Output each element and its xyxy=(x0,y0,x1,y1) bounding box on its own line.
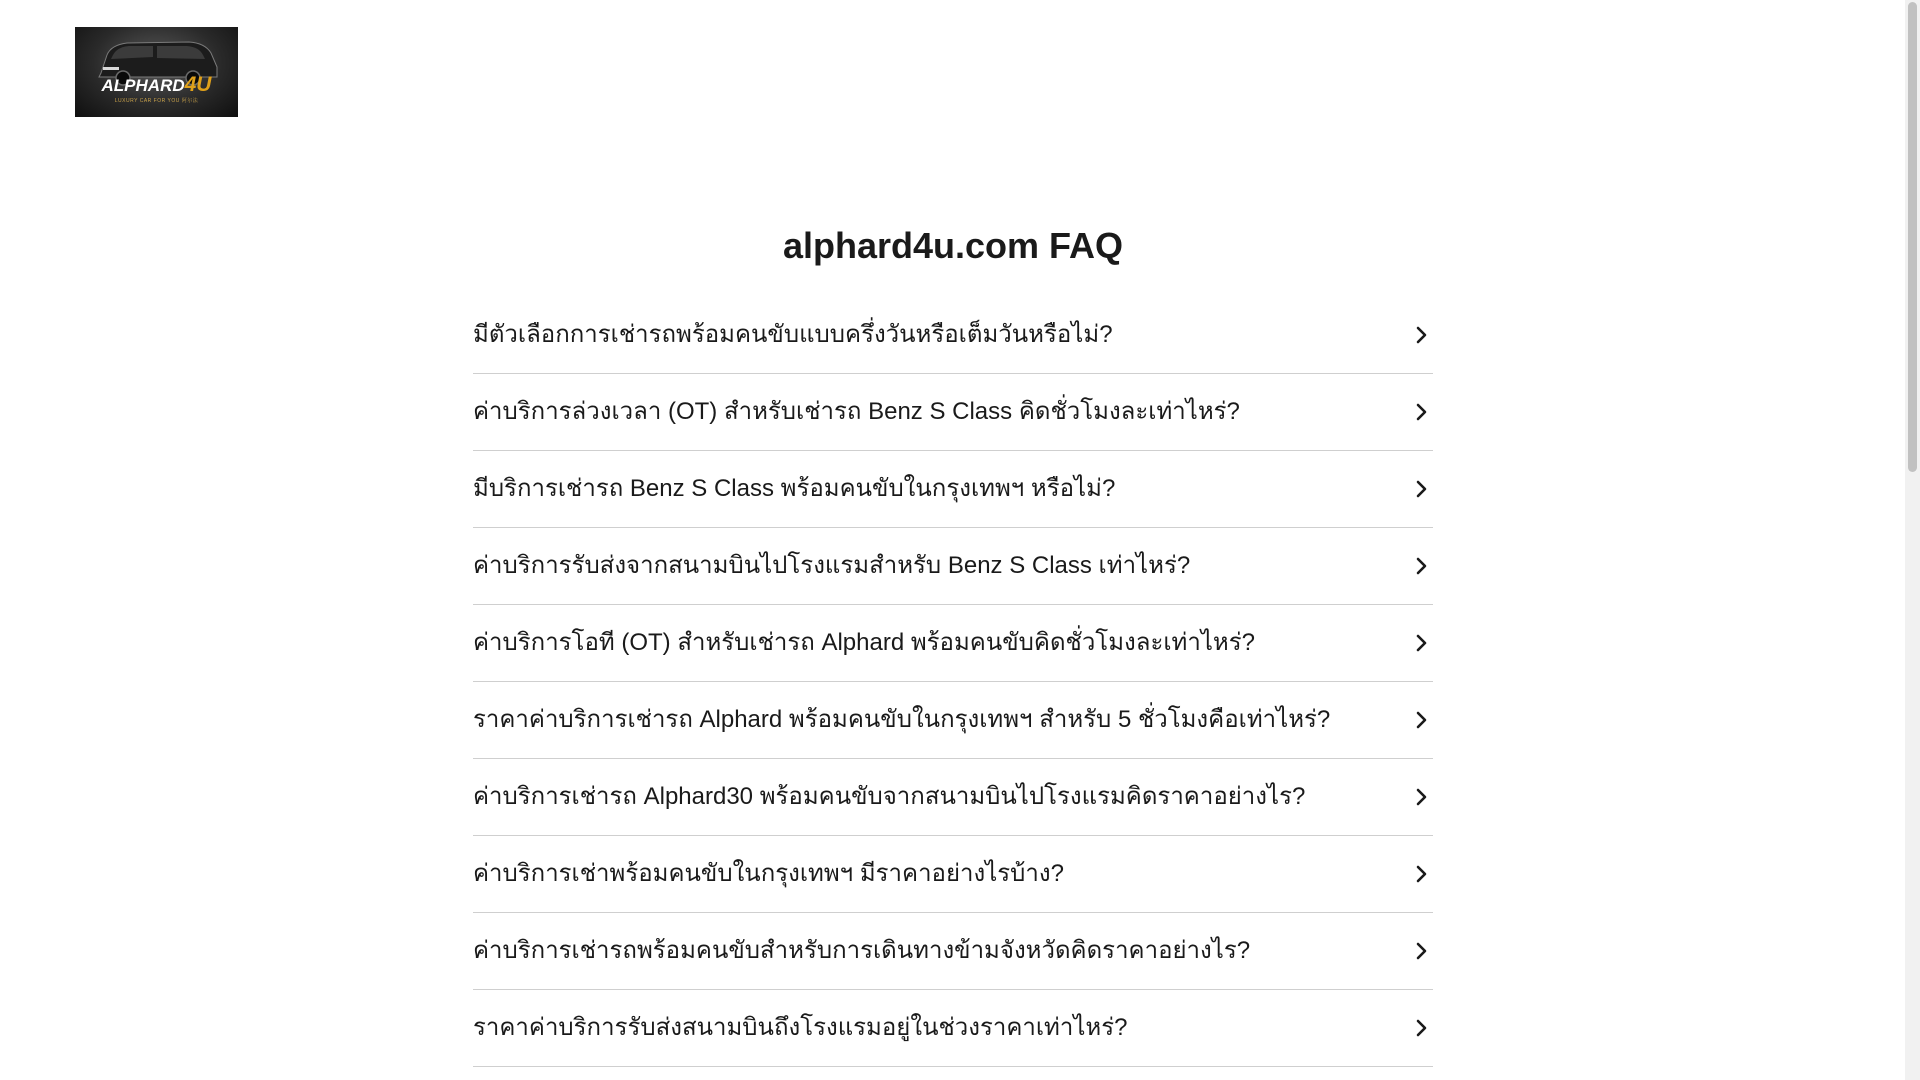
faq-question: มีตัวเลือกการเช่ารถพร้อมคนขับแบบครึ่งวันหรือเต็มวันหรือไม่? xyxy=(473,321,1113,348)
faq-item[interactable] xyxy=(473,990,1433,1067)
chevron-right-icon xyxy=(1409,554,1433,578)
vertical-scrollbar[interactable] xyxy=(1905,0,1920,1080)
faq-question: ค่าบริการเช่าพร้อมคนขับในกรุงเทพฯ มีราคาอย่างไรบ้าง? xyxy=(473,860,1064,887)
chevron-right-icon xyxy=(1409,323,1433,347)
faq-question: ราคาค่าบริการรับส่งสนามบินถึงโรงแรมอยู่ในช่วงราคาเท่าไหร่? xyxy=(473,1014,1128,1041)
faq-item[interactable] xyxy=(473,913,1433,990)
faq-item[interactable] xyxy=(473,836,1433,913)
chevron-right-icon xyxy=(1409,1016,1433,1040)
chevron-right-icon xyxy=(1409,708,1433,732)
faq-question: ราคาค่าบริการเช่ารถ Alphard พร้อมคนขับในกรุงเทพฯ สำหรับ 5 ชั่วโมงคือเท่าไหร่? xyxy=(473,706,1331,733)
faq-section xyxy=(473,218,1433,1067)
site-logo[interactable] xyxy=(75,27,238,117)
faq-item[interactable] xyxy=(473,682,1433,759)
faq-item[interactable] xyxy=(473,451,1433,528)
faq-item[interactable] xyxy=(473,374,1433,451)
faq-question: ค่าบริการเช่ารถ Alphard30 พร้อมคนขับจากสนามบินไปโรงแรมคิดราคาอย่างไร? xyxy=(473,783,1306,810)
chevron-right-icon xyxy=(1409,631,1433,655)
faq-title: alphard4u.com FAQ xyxy=(782,225,1124,266)
chevron-right-icon xyxy=(1409,939,1433,963)
faq-item[interactable] xyxy=(473,759,1433,836)
faq-question: ค่าบริการล่วงเวลา (OT) สำหรับเช่ารถ Benz S Class คิดชั่วโมงละเท่าไหร่? xyxy=(473,398,1240,425)
chevron-right-icon xyxy=(1409,862,1433,886)
logo-tagline: LUXURY CAR FOR YOU 阿尔法 xyxy=(114,98,199,104)
faq-list xyxy=(473,297,1433,1067)
faq-item[interactable] xyxy=(473,605,1433,682)
chevron-right-icon xyxy=(1409,785,1433,809)
faq-question: มีบริการเช่ารถ Benz S Class พร้อมคนขับในกรุงเทพฯ หรือไม่? xyxy=(473,475,1116,502)
faq-question: ค่าบริการเช่ารถพร้อมคนขับสำหรับการเดินทางข้ามจังหวัดคิดราคาอย่างไร? xyxy=(473,937,1251,964)
chevron-right-icon xyxy=(1409,400,1433,424)
faq-question: ค่าบริการโอที (OT) สำหรับเช่ารถ Alphard พร้อมคนขับคิดชั่วโมงละเท่าไหร่? xyxy=(473,629,1255,656)
logo-wordmark: ALPHARD4U xyxy=(101,73,212,96)
faq-item[interactable] xyxy=(473,297,1433,374)
faq-question: ค่าบริการรับส่งจากสนามบินไปโรงแรมสำหรับ Benz S Class เท่าไหร่? xyxy=(473,552,1191,579)
faq-item[interactable] xyxy=(473,528,1433,605)
scrollbar-thumb[interactable] xyxy=(1908,2,1917,472)
chevron-right-icon xyxy=(1409,477,1433,501)
